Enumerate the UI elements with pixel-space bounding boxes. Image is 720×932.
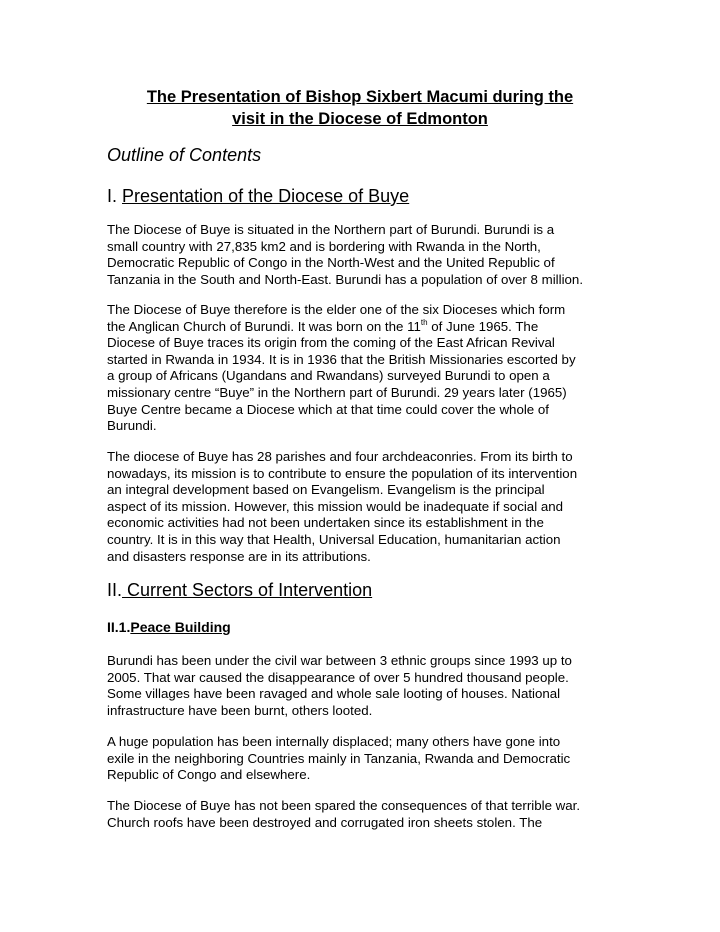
text-line: nowadays, its mission is to contribute to ensure the population of its intervention bbox=[107, 465, 578, 481]
text-line: Republic of Congo and elsewhere. bbox=[107, 767, 311, 783]
text-line: Buye Centre became a Diocese which at that time could cover the whole of bbox=[107, 401, 549, 417]
section-1-paragraph-2 bbox=[107, 302, 617, 435]
section-2-paragraph-3 bbox=[107, 798, 617, 831]
text-line: The Diocese of Buye has not been spared the consequences of that terrible war. bbox=[107, 798, 581, 813]
text-line: country. It is in this way that Health, Universal Education, humanitarian action bbox=[107, 531, 561, 547]
section-1-title: Presentation of the Diocese of Buye bbox=[122, 186, 410, 206]
section-1-heading bbox=[107, 186, 409, 207]
subsection-2-1-title: Peace Building bbox=[130, 619, 231, 635]
document-title bbox=[100, 86, 620, 130]
text-line: infrastructure have been burnt, others looted. bbox=[107, 702, 373, 718]
text-line: started in Rwanda in 1934. It is in 1936 that the British Missionaries escorted by bbox=[107, 351, 576, 367]
subsection-2-1-heading bbox=[107, 619, 231, 635]
text-line: A huge population has been internally displaced; many others have gone into bbox=[107, 734, 561, 749]
text-line-with-superscript bbox=[107, 319, 617, 336]
section-2-paragraph-2 bbox=[107, 734, 617, 784]
text-line: small country with 27,835 km2 and is bordering with Rwanda in the North, bbox=[107, 238, 541, 254]
text-line: The Diocese of Buye is situated in the Northern part of Burundi. Burundi is a bbox=[107, 222, 555, 237]
text-line: and disasters response are in its attributions. bbox=[107, 548, 371, 564]
text-line: Diocese of Buye traces its origin from the coming of the East African Revival bbox=[107, 335, 555, 351]
text-line: The Diocese of Buye therefore is the elder one of the six Dioceses which form bbox=[107, 302, 566, 317]
title-line-1: The Presentation of Bishop Sixbert Macumi during the bbox=[146, 88, 574, 106]
text-line-start: the Anglican Church of Burundi. It was born on the 11 bbox=[107, 318, 421, 334]
text-line: Burundi. bbox=[107, 418, 157, 434]
ordinal-superscript: th bbox=[420, 317, 428, 327]
text-line-end: of June 1965. The bbox=[427, 318, 539, 334]
outline-heading: Outline of Contents bbox=[107, 145, 262, 165]
text-line: Tanzania in the South and North-East. Burundi has a population of over 8 million. bbox=[107, 271, 584, 287]
section-1-number: I. bbox=[107, 186, 123, 206]
section-2-paragraph-1 bbox=[107, 653, 617, 719]
text-line: Some villages have been ravaged and whole sale looting of houses. National bbox=[107, 686, 561, 702]
section-1-paragraph-3 bbox=[107, 449, 617, 565]
subsection-2-1-number: II.1. bbox=[107, 619, 131, 635]
text-line: economic activities had not been undertaken since its establishment in the bbox=[107, 515, 544, 531]
title-line-2: visit in the Diocese of Edmonton bbox=[232, 110, 488, 128]
text-line: an integral development based on Evangelism. Evangelism is the principal bbox=[107, 482, 545, 498]
text-line: Burundi has been under the civil war between 3 ethnic groups since 1993 up to bbox=[107, 653, 572, 668]
text-line: aspect of its mission. However, this mission would be inadequate if social and bbox=[107, 498, 564, 514]
text-line: Church roofs have been destroyed and corrugated iron sheets stolen. The bbox=[107, 814, 543, 830]
section-2-title: Current Sectors of Intervention bbox=[122, 580, 373, 600]
section-2-heading bbox=[107, 580, 372, 601]
section-1-paragraph-1 bbox=[107, 222, 617, 288]
text-line: The diocese of Buye has 28 parishes and four archdeaconries. From its birth to bbox=[107, 449, 573, 464]
text-line: 2005. That war caused the disappearance of over 5 hundred thousand people. bbox=[107, 669, 569, 685]
text-line: missionary centre “Buye” in the Northern part of Burundi. 29 years later (1965) bbox=[107, 384, 567, 400]
text-line: a group of Africans (Ugandans and Rwandans) surveyed Burundi to open a bbox=[107, 368, 550, 384]
text-line: exile in the neighboring Countries mainly in Tanzania, Rwanda and Democratic bbox=[107, 750, 571, 766]
text-line: Democratic Republic of Congo in the North-West and the United Republic of bbox=[107, 255, 555, 271]
section-2-number: II. bbox=[107, 580, 123, 600]
